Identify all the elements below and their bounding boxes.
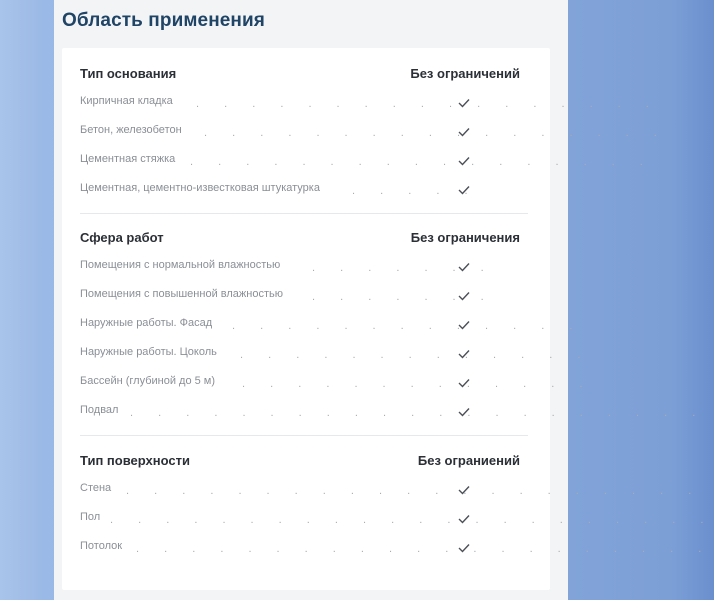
content-panel (54, 0, 714, 600)
dot-leader: . . . . . . . (312, 291, 495, 303)
dot-leader: . . . . . . . (312, 262, 495, 274)
section-header (80, 453, 520, 473)
list-item (80, 482, 703, 500)
dot-leader: . . . . . . . . . . . . . . . . . (204, 127, 668, 139)
row-label: Цементная стяжка (80, 153, 176, 165)
section-title: Тип поверхности (80, 453, 190, 468)
check-icon (458, 98, 470, 108)
dot-leader: . . . . . . . . . . . . . (242, 378, 594, 390)
row-label: Бассейн (глубиной до 5 м) (80, 375, 216, 387)
check-icon (458, 349, 470, 359)
row-label: Помещения с нормальной влажностью (80, 259, 281, 271)
divider (80, 213, 528, 214)
check-icon (458, 485, 470, 495)
row-label: Стена (80, 482, 112, 494)
dot-leader: . . . . . . . . . . . . . . . . . (196, 98, 660, 110)
dot-leader: . . . . . (352, 185, 479, 197)
row-label: Кирпичная кладка (80, 95, 173, 107)
page-title: Область применения (62, 10, 265, 31)
row-label: Потолок (80, 540, 123, 552)
list-item (80, 95, 660, 113)
section-title: Сфера работ (80, 230, 164, 245)
row-label: Пол (80, 511, 101, 523)
list-item (80, 375, 594, 393)
application-card (62, 48, 714, 590)
divider (80, 435, 528, 436)
row-label: Подвал (80, 404, 119, 416)
row-label: Наружные работы. Цоколь (80, 346, 217, 358)
check-icon (458, 378, 470, 388)
list-item (80, 259, 530, 277)
check-icon (458, 320, 470, 330)
row-label: Наружные работы. Фасад (80, 317, 213, 329)
row-label: Бетон, железобетон (80, 124, 182, 136)
row-label: Цементная, цементно-известковая штукатурка (80, 182, 320, 194)
list-item (80, 346, 592, 364)
section-limit: Без ограничений (410, 66, 520, 81)
list-item (80, 511, 714, 529)
section-header (80, 230, 520, 250)
dot-leader: . . . . . . . . . . . . . . . . . (190, 156, 654, 168)
check-icon (458, 543, 470, 553)
check-icon (458, 185, 470, 195)
list-item (80, 124, 668, 142)
list-item (80, 288, 530, 306)
check-icon (458, 262, 470, 272)
dot-leader: . . . . . . . . . . . . . . . . . . . . . . (110, 514, 714, 526)
list-item (80, 404, 707, 422)
section-limit: Без ограничения (410, 230, 520, 245)
dot-leader: . . . . . . . . . . . . . . . . . . . . . (130, 407, 707, 419)
list-item (80, 540, 713, 558)
check-icon (458, 156, 470, 166)
dot-leader: . . . . . . . . . . . . . (232, 320, 584, 332)
dot-leader: . . . . . . . . . . . . . . . . . . . . . (126, 485, 703, 497)
list-item (80, 182, 530, 200)
section-title: Тип основания (80, 66, 177, 81)
section-limit: Без ограниений (417, 453, 520, 468)
dot-leader: . . . . . . . . . . . . . . . . . . . . . (136, 543, 713, 555)
list-item (80, 317, 584, 335)
list-item (80, 153, 654, 171)
check-icon (458, 291, 470, 301)
row-label: Помещения с повышенной влажностью (80, 288, 283, 300)
check-icon (458, 127, 470, 137)
section-header (80, 66, 520, 86)
dot-leader: . . . . . . . . . . . . . (240, 349, 592, 361)
check-icon (458, 407, 470, 417)
check-icon (458, 514, 470, 524)
